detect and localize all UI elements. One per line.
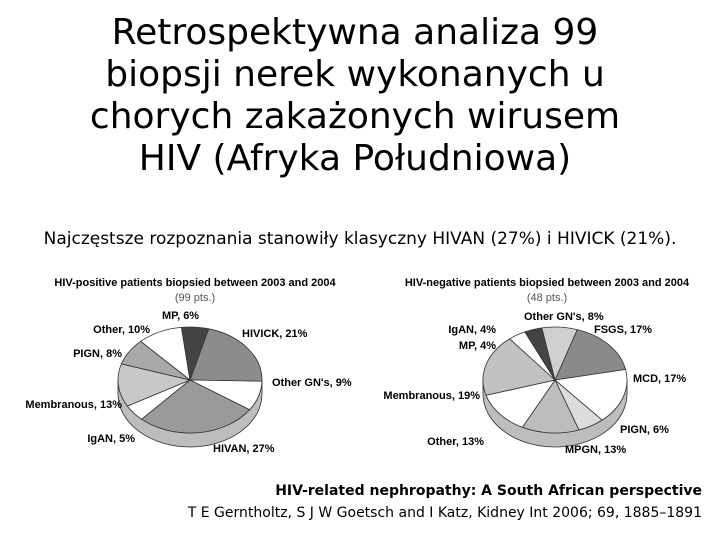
slice-label: IgAN, 4% [448, 324, 496, 336]
slice-label: Other GN's, 9% [272, 377, 352, 389]
slice-label: Membranous, 19% [383, 390, 480, 402]
citation-authors: T E Gerntholtz, S J W Goetsch and I Katz, Kidney Int 2006; 69, 1885–1891 [187, 505, 702, 521]
chart-title: HIV-negative patients biopsied between 2003 and 2004 [404, 277, 690, 289]
slide-subtitle: Najczęstsze rozpoznania stanowiły klasyczny HIVAN (27%) i HIVICK (21%). [43, 229, 677, 249]
slice-label: MCD, 17% [633, 373, 687, 385]
slice-label: MP, 4% [458, 340, 496, 352]
slice-label: Other, 13% [427, 436, 484, 448]
pie-chart-hiv-negative [383, 277, 690, 456]
slice-label: MP, 6% [162, 310, 200, 322]
slice-label: Other, 10% [93, 324, 150, 336]
slice-label: Other GN's, 8% [524, 311, 604, 323]
slice-label: PIGN, 6% [620, 424, 669, 436]
pie-charts-figure [0, 268, 720, 468]
chart-subtitle: (48 pts.) [526, 292, 568, 304]
pie-chart-hiv-positive [25, 277, 351, 455]
chart-title: HIV-positive patients biopsied between 2003 and 2004 [54, 277, 336, 289]
citation [188, 480, 702, 524]
chart-subtitle: (99 pts.) [174, 292, 216, 304]
slice-label: PIGN, 8% [73, 348, 122, 360]
pie-slices [483, 327, 627, 447]
slice-label: FSGS, 17% [594, 324, 653, 336]
slice-label: HIVICK, 21% [242, 328, 308, 340]
slice-label: MPGN, 13% [565, 444, 627, 456]
slice-label: HIVAN, 27% [213, 443, 275, 455]
slice-label: IgAN, 5% [87, 433, 135, 445]
slide-title: Retrospektywna analiza 99 biopsji nerek wykonanych u chorych zakażonych wirusem HIV (Afryka Południowa) [89, 12, 621, 179]
slice-label: Membranous, 13% [25, 399, 122, 411]
citation-title: HIV-related nephropathy: A South African perspective [275, 483, 702, 499]
pie-slices [118, 327, 262, 447]
